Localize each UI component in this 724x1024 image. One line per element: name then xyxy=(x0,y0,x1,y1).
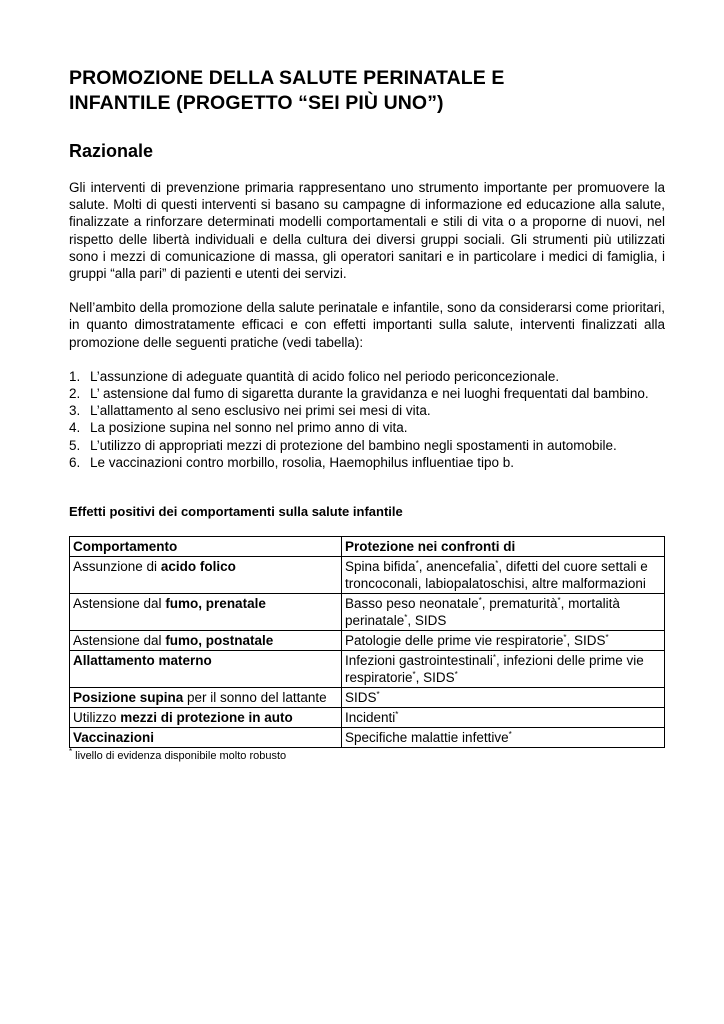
evidence-marker: * xyxy=(376,690,380,700)
list-item-text: L’ astensione dal fumo di sigaretta durante la gravidanza e nei luoghi frequentati dal bambino. xyxy=(90,386,649,402)
protection-text: , prematurità xyxy=(481,596,558,612)
practice-list xyxy=(69,368,665,471)
list-item xyxy=(69,368,665,385)
list-item-text: L’allattamento al seno esclusivo nei primi sei mesi di vita. xyxy=(90,403,431,419)
footnote-text: livello di evidenza disponibile molto robusto xyxy=(72,750,287,763)
behavior-text: fumo, postnatale xyxy=(165,633,274,649)
cell-protection xyxy=(342,557,665,594)
list-item xyxy=(69,385,665,402)
list-item xyxy=(69,419,665,436)
behavior-text: mezzi di protezione in auto xyxy=(120,710,293,726)
cell-protection xyxy=(342,688,665,708)
list-item xyxy=(69,454,665,471)
cell-behavior xyxy=(70,708,342,728)
protection-text: , SIDS xyxy=(566,633,606,649)
behavior-text: Astensione dal xyxy=(73,596,166,612)
paragraph-1: Gli interventi di prevenzione primaria rappresentano uno strumento importante per promuovere la salute. Molti di questi interventi si basano su campagne di informazione ed educazione alla salute, finalizzate a rinforzare determinati modelli comportamentali e stili di vita o a proporne di nuovi, nel rispetto delle libertà individuali e della cultura dei diversi gruppi sociali. Gli strumenti più utilizzati sono i mezzi di comunicazione di massa, gli operatori sanitari e in particolare i medici di famiglia, i gruppi “alla pari” di pazienti e utenti dei servizi. xyxy=(69,180,665,282)
behavior-text: acido folico xyxy=(160,559,236,575)
table-caption: Effetti positivi dei comportamenti sulla salute infantile xyxy=(69,504,403,520)
protection-text: , SIDS xyxy=(415,670,455,686)
protection-text: , mortalità perinatale xyxy=(345,596,620,629)
list-item-text: La posizione supina nel sonno nel primo anno di vita. xyxy=(90,420,408,436)
cell-protection xyxy=(342,631,665,651)
behavior-text: fumo, prenatale xyxy=(165,596,266,612)
protection-text: SIDS xyxy=(345,690,377,706)
cell-protection xyxy=(342,594,665,631)
cell-protection xyxy=(342,728,665,748)
behavior-text: Utilizzo xyxy=(73,710,121,726)
list-item-number: 6. xyxy=(69,454,81,470)
behavior-text: per il sonno del lattante xyxy=(183,690,327,706)
evidence-marker: * xyxy=(605,633,609,643)
evidence-marker: * xyxy=(492,653,496,663)
table-row xyxy=(70,557,665,594)
protection-text: , infezioni delle prime vie respiratorie xyxy=(345,653,644,686)
table-header-row xyxy=(70,537,665,557)
cell-protection xyxy=(342,651,665,688)
cell-behavior xyxy=(70,557,342,594)
list-item-number: 4. xyxy=(69,420,81,436)
evidence-marker: * xyxy=(395,710,399,720)
cell-behavior xyxy=(70,631,342,651)
paragraph-2: Nell’ambito della promozione della salute perinatale e infantile, sono da considerarsi come prioritari, in quanto dimostratamente efficaci e con effetti importanti sulla salute, interventi finalizzati alla promozione delle seguenti pratiche (vedi tabella): xyxy=(69,300,665,350)
evidence-marker: * xyxy=(563,633,567,643)
list-item-number: 3. xyxy=(69,403,81,419)
effects-table xyxy=(69,536,665,748)
title-line-2: INFANTILE (PROGETTO “SEI PIÙ UNO”) xyxy=(69,92,444,114)
footnote-marker: * xyxy=(69,747,73,757)
cell-behavior xyxy=(70,728,342,748)
evidence-marker: * xyxy=(557,596,561,606)
table-row xyxy=(70,688,665,708)
footnote xyxy=(69,749,665,763)
protection-text: , SIDS xyxy=(407,613,447,629)
behavior-text: Posizione supina xyxy=(73,690,184,706)
title-line-1: PROMOZIONE DELLA SALUTE PERINATALE E xyxy=(69,67,505,89)
section-heading: Razionale xyxy=(69,141,154,161)
behavior-text: Allattamento materno xyxy=(73,653,212,669)
behavior-text: Assunzione di xyxy=(73,559,161,575)
protection-text: Spina bifida xyxy=(345,559,416,575)
list-item-number: 1. xyxy=(69,368,81,384)
protection-text: Incidenti xyxy=(345,710,396,726)
table-row xyxy=(70,631,665,651)
evidence-marker: * xyxy=(508,730,512,740)
list-item-text: Le vaccinazioni contro morbillo, rosolia, Haemophilus influentiae tipo b. xyxy=(90,454,514,470)
list-item-text: L’assunzione di adeguate quantità di acido folico nel periodo periconcezionale. xyxy=(90,368,560,384)
list-item-text: L’utilizzo di appropriati mezzi di protezione del bambino negli spostamenti in automobile. xyxy=(90,437,617,453)
cell-behavior xyxy=(70,594,342,631)
behavior-text: Astensione dal xyxy=(73,633,166,649)
evidence-marker: * xyxy=(404,613,408,623)
evidence-marker: * xyxy=(412,670,416,680)
list-item-number: 5. xyxy=(69,437,81,453)
document-title xyxy=(69,66,665,116)
table-row xyxy=(70,594,665,631)
protection-text: , anencefalia xyxy=(418,559,496,575)
list-item xyxy=(69,437,665,454)
table-row xyxy=(70,708,665,728)
evidence-marker: * xyxy=(454,670,458,680)
list-item-number: 2. xyxy=(69,386,81,402)
protection-text: Patologie delle prime vie respiratorie xyxy=(345,633,564,649)
column-header-protection: Protezione nei confronti di xyxy=(342,537,665,557)
document-page xyxy=(69,66,665,763)
behavior-text: Vaccinazioni xyxy=(73,730,155,746)
list-item xyxy=(69,402,665,419)
protection-text: Infezioni gastrointestinali xyxy=(345,653,493,669)
cell-behavior xyxy=(70,688,342,708)
evidence-marker: * xyxy=(415,559,419,569)
evidence-marker: * xyxy=(495,559,499,569)
cell-behavior xyxy=(70,651,342,688)
table-row xyxy=(70,651,665,688)
protection-text: Specifiche malattie infettive xyxy=(345,730,509,746)
table-row xyxy=(70,728,665,748)
evidence-marker: * xyxy=(478,596,482,606)
protection-text: Basso peso neonatale xyxy=(345,596,479,612)
column-header-behavior: Comportamento xyxy=(70,537,342,557)
protection-text: , difetti del cuore settali e troncoconali, labiopalatoschisi, altre malformazioni xyxy=(345,559,648,592)
cell-protection xyxy=(342,708,665,728)
